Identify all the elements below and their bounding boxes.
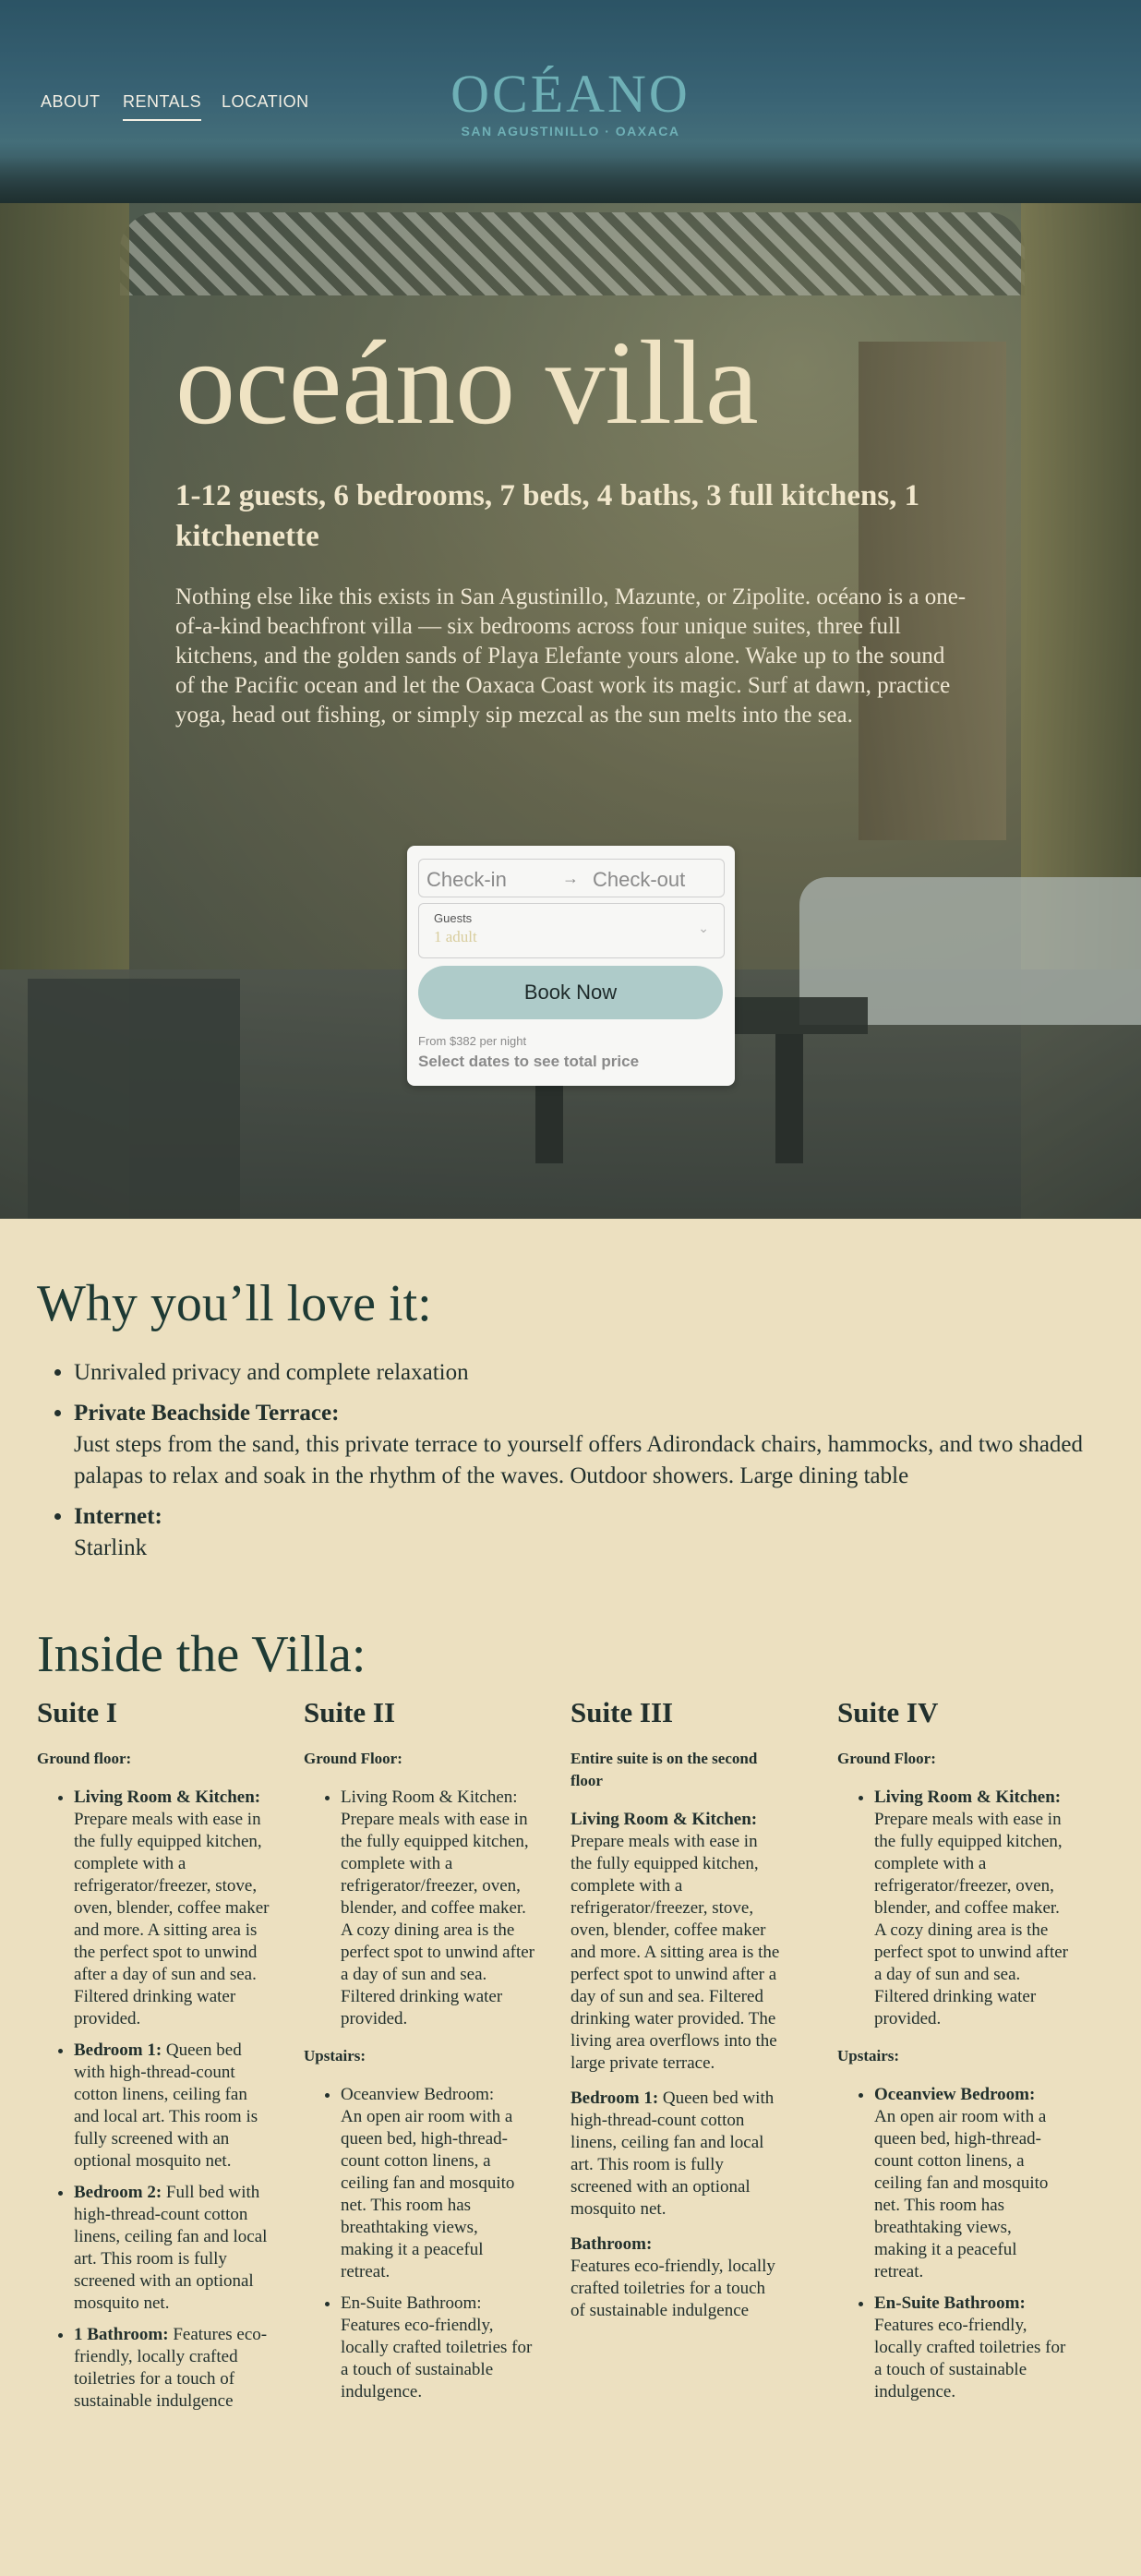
list-item [74, 2182, 277, 2315]
suite-1 [37, 1694, 277, 2427]
site-logo[interactable] [443, 65, 698, 138]
floor-label: Ground Floor: [304, 1750, 402, 1767]
guests-value: 1 adult [434, 928, 477, 945]
love-item-terrace-text: Just steps from the sand, this private terrace to yourself offers Adirondack chairs, hammocks, and two shaded palapas to relax and soak in the rhythm of the waves. Outdoor showers. Large dining table [74, 1432, 1084, 1488]
suite-list [837, 2084, 1068, 2403]
nav-link-rentals[interactable]: RENTALS [123, 92, 201, 121]
item-text: Prepare meals with ease in the fully equipped kitchen, complete with a refrigerator/freezer, oven, blender, and coffee maker. A cozy dining area is the perfect spot to unwind after a day of sun and sea. Filtered drinking water provided. [874, 1810, 1068, 2028]
hero-description: Nothing else like this exists in San Agustinillo, Mazunte, or Zipolite. océano is a one-of-a-kind beachfront villa — six bedrooms across four unique suites, three full kitchens, and the golden sands of Playa Elefante yours alone. Wake up to the sound of the Pacific ocean and let the Oaxaca Coast work its magic. Surf at dawn, practice yoga, head out fishing, or simply sip mezcal as the sun melts into the sea. [175, 584, 967, 728]
arrow-right-icon: → [562, 869, 579, 887]
list-item [74, 1357, 1135, 1389]
book-now-button[interactable]: Book Now [418, 966, 723, 1019]
item-text: Queen bed with high-thread-count cotton linens, ceiling fan and local art. This room is fully screened with an optional mosquito net. [570, 2088, 775, 2219]
suite-paragraph [570, 1809, 783, 2075]
item-title: Bedroom 1: [74, 2040, 162, 2060]
hero-section [0, 0, 1141, 1219]
suite-3 [570, 1694, 783, 2335]
list-item [874, 1787, 1068, 2030]
list-item [74, 1787, 277, 2030]
love-item-terrace-title: Private Beachside Terrace: [74, 1401, 340, 1426]
chevron-down-icon: ⌄ [698, 921, 709, 935]
suite-list [304, 1787, 534, 2030]
date-range-picker[interactable] [418, 859, 725, 897]
booking-widget [407, 846, 735, 1086]
list-item [874, 2084, 1068, 2283]
item-text: Prepare meals with ease in the fully equipped kitchen, complete with a refrigerator/freezer, oven, blender, and coffee maker. A cozy dining area is the perfect spot to unwind after a day of sun and sea. Filtered drinking water provided. [341, 1810, 534, 2028]
floor-label: Ground floor: [37, 1750, 132, 1767]
list-item [74, 1501, 1135, 1564]
suite-title: Suite I [37, 1696, 117, 1728]
item-text: Features eco-friendly, locally crafted toiletries for a touch of sustainable indulgence [74, 2325, 268, 2411]
love-list [37, 1357, 1135, 1573]
list-item [341, 1787, 534, 2030]
item-title: Living Room & Kitchen: [874, 1788, 1062, 1807]
suite-title: Suite III [570, 1696, 674, 1728]
list-item [341, 2293, 534, 2403]
list-item [74, 1398, 1135, 1492]
checkin-field[interactable]: Check-in [426, 868, 507, 891]
list-item [341, 2084, 534, 2283]
floor-label: Ground Floor: [837, 1750, 936, 1767]
love-item-internet-text: Starlink [74, 1535, 148, 1560]
nav-link-location[interactable]: LOCATION [222, 92, 309, 111]
suite-title: Suite IV [837, 1696, 939, 1728]
item-title: Oceanview Bedroom: [341, 2085, 495, 2104]
item-title: Bedroom 2: [74, 2183, 162, 2202]
item-title: En-Suite Bathroom: [874, 2293, 1026, 2313]
floor-label: Entire suite is on the second floor [570, 1750, 758, 1789]
love-heading: Why you’ll love it: [37, 1275, 432, 1332]
logo-name: OCÉANO [450, 64, 691, 124]
item-title: En-Suite Bathroom: [341, 2293, 482, 2313]
list-item [874, 2293, 1068, 2403]
item-text: Full bed with high-thread-count cotton linens, ceiling fan and local art. This room is fully screened with an optional mosquito net. [74, 2183, 268, 2313]
hero-title: oceáno villa [175, 317, 759, 450]
item-text: Features eco-friendly, locally crafted toiletries for a touch of sustainable indulgence. [341, 2316, 533, 2401]
checkout-field[interactable]: Check-out [593, 868, 686, 891]
suite-list [37, 1787, 277, 2413]
item-text: Features eco-friendly, locally crafted toiletries for a touch of sustainable indulgence [570, 2257, 775, 2320]
list-item [74, 2040, 277, 2173]
suite-paragraph [570, 2233, 783, 2322]
floor-label: Upstairs: [837, 2047, 900, 2064]
floor-label: Upstairs: [304, 2047, 366, 2064]
item-text: Features eco-friendly, locally crafted toiletries for a touch of sustainable indulgence. [874, 2316, 1066, 2401]
item-title: Oceanview Bedroom: [874, 2085, 1036, 2104]
select-dates-text: Select dates to see total price [418, 1053, 640, 1070]
suite-paragraph [570, 2088, 783, 2221]
love-item-privacy: Unrivaled privacy and complete relaxation [74, 1360, 469, 1385]
item-title: Living Room & Kitchen: [341, 1788, 518, 1807]
item-text: Prepare meals with ease in the fully equipped kitchen, complete with a refrigerator/freezer, stove, oven, blender, coffee maker and more. A sitting area is the perfect spot to unwind after a day of sun and sea. Filtered drinking water provided. The living area overflows into the large private terrace. [570, 1832, 780, 2073]
item-text: An open air room with a queen bed, high-thread-count cotton linens, a ceiling fan and mosquito net. This room has breathtaking views, making it a peaceful retreat. [341, 2107, 515, 2281]
item-text: An open air room with a queen bed, high-thread-count cotton linens, a ceiling fan and mosquito net. This room has breathtaking views, making it a peaceful retreat. [874, 2107, 1049, 2281]
item-title: Living Room & Kitchen: [74, 1788, 261, 1807]
nav-link-about[interactable]: ABOUT [41, 92, 101, 111]
item-title: Living Room & Kitchen: [570, 1810, 758, 1829]
item-title: Bathroom: [570, 2234, 653, 2254]
villa-heading: Inside the Villa: [37, 1626, 366, 1683]
suite-title: Suite II [304, 1696, 396, 1728]
suite-list [304, 2084, 534, 2403]
top-nav [0, 0, 1141, 203]
hero-subtitle: 1-12 guests, 6 bedrooms, 7 beds, 4 baths, 3 full kitchens, 1 kitchenette [175, 479, 920, 553]
suite-4 [837, 1694, 1068, 2418]
hero-content [175, 319, 969, 730]
suite-list [837, 1787, 1068, 2030]
list-item [74, 2324, 277, 2413]
suite-2 [304, 1694, 534, 2418]
guests-select[interactable] [418, 903, 725, 958]
item-title: 1 Bathroom: [74, 2325, 169, 2344]
price-from-text: From $382 per night [418, 1034, 527, 1048]
love-item-internet-title: Internet: [74, 1504, 162, 1529]
item-text: Prepare meals with ease in the fully equipped kitchen, complete with a refrigerator/freezer, stove, oven, blender, coffee maker and more. A sitting area is the perfect spot to unwind after a day of sun and sea. Filtered drinking water provided. [74, 1810, 270, 2028]
item-title: Bedroom 1: [570, 2088, 659, 2108]
guests-label: Guests [434, 911, 473, 925]
logo-subtitle: SAN AGUSTINILLO · OAXACA [461, 124, 680, 138]
item-text: Queen bed with high-thread-count cotton linens, ceiling fan and local art. This room is fully screened with an optional mosquito net. [74, 2040, 258, 2171]
